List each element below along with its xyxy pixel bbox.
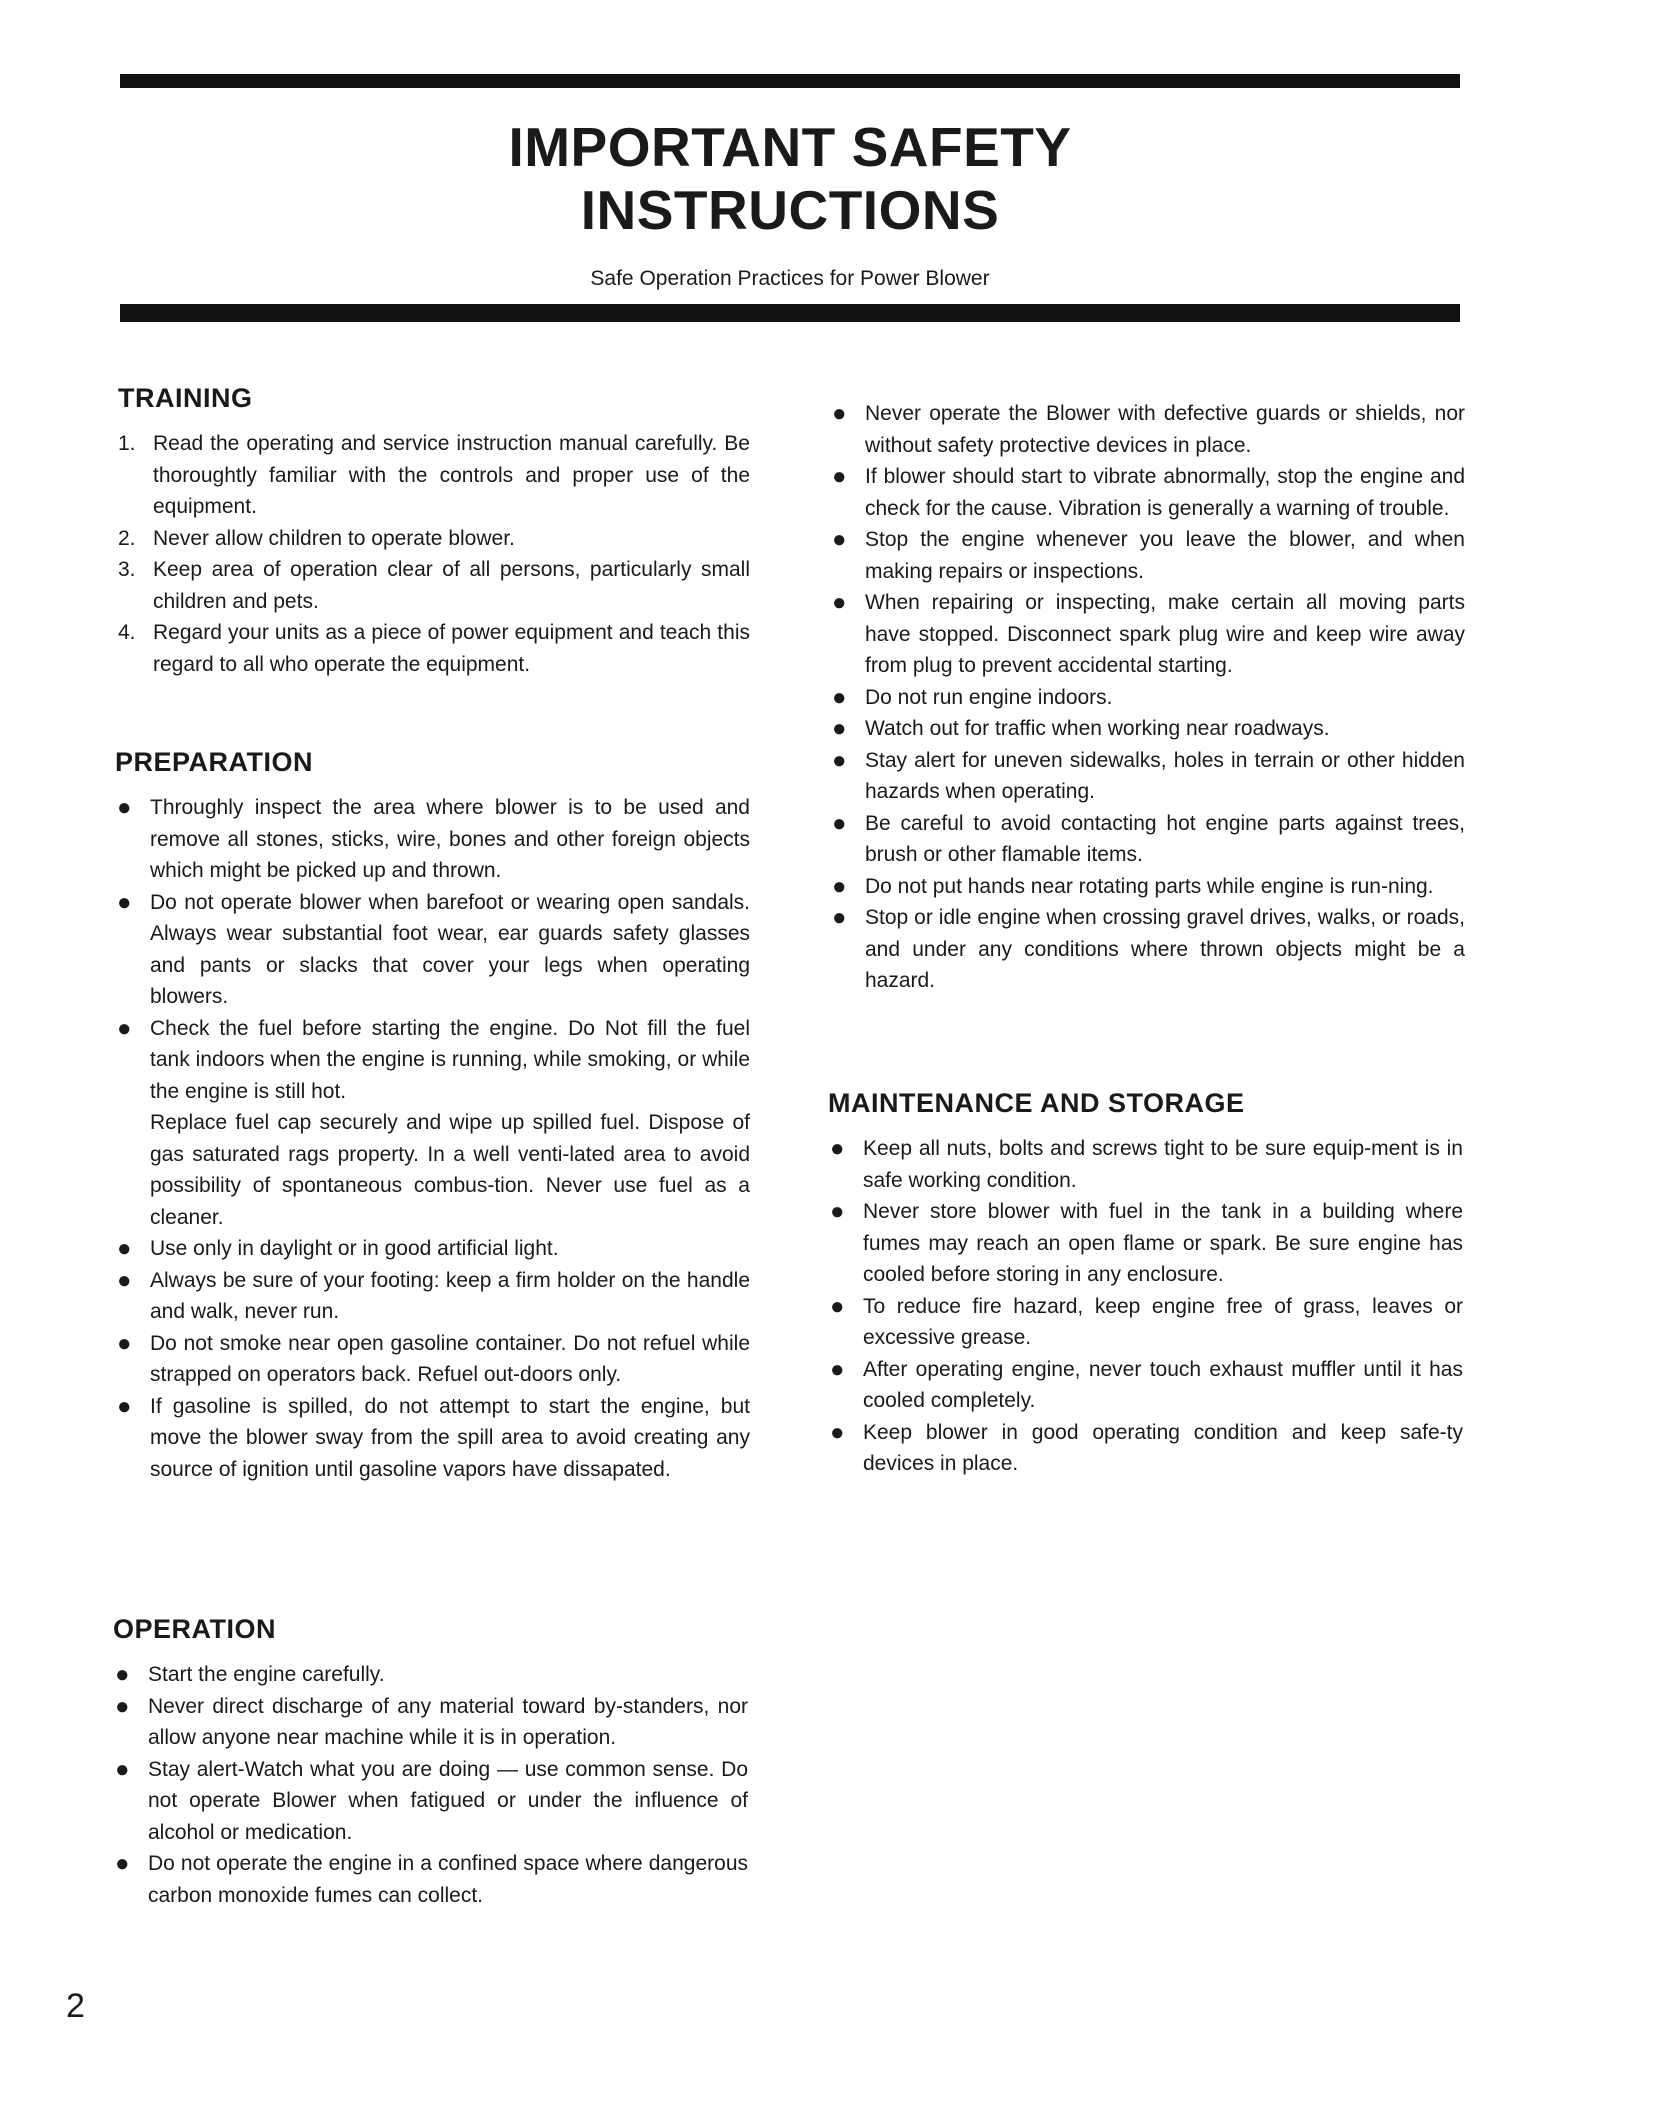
item-text: Stay alert-Watch what you are doing — use common sense. Do not operate Blower when fatigued or under the influence of alcohol or medication. [148, 1757, 748, 1844]
list-marker: 3. [118, 558, 136, 581]
item-text: Stay alert for uneven sidewalks, holes in terrain or other hidden hazards when operating. [865, 748, 1465, 803]
item-text: Do not operate the engine in a confined space where dangerous carbon monoxide fumes can collect. [148, 1852, 748, 1907]
list-marker: 2. [118, 526, 136, 550]
bullet-icon: ● [832, 872, 847, 900]
item-text: Watch out for traffic when working near roadways. [865, 717, 1330, 740]
bottom-rule [120, 304, 1460, 322]
maintenance-heading: MAINTENANCE AND STORAGE [828, 1088, 1245, 1118]
bullet-icon: ● [117, 794, 132, 821]
list-item [118, 554, 750, 617]
bullet-icon: ● [832, 746, 847, 774]
item-text: To reduce fire hazard, keep engine free of grass, leaves or excessive grease. [863, 1294, 1463, 1349]
list-item [115, 887, 750, 1013]
list-item [828, 1291, 1463, 1354]
bullet-icon: ● [832, 463, 847, 490]
item-text: Regard your units as a piece of power equipment and teach this regard to all who operate the equipment. [153, 621, 750, 676]
operation-continued-list [830, 398, 1465, 997]
title-line-2: INSTRUCTIONS [580, 179, 1000, 241]
list-marker: 1. [118, 432, 136, 455]
bullet-icon: ● [832, 809, 847, 837]
item-text: After operating engine, never touch exhaust muffler until it has cooled completely. [863, 1357, 1463, 1412]
bullet-icon: ● [117, 1266, 132, 1294]
list-item [115, 1328, 750, 1391]
list-item [113, 1848, 748, 1911]
list-item [828, 1133, 1463, 1196]
item-text: Always be sure of your footing: keep a firm holder on the handle and walk, never run. [150, 1268, 750, 1323]
maintenance-section [828, 1087, 1463, 1480]
list-item [830, 871, 1465, 903]
list-item [828, 1196, 1463, 1291]
bullet-icon: ● [830, 1198, 845, 1225]
bullet-icon: ● [115, 1850, 130, 1877]
list-item [113, 1754, 748, 1849]
item-text: If gasoline is spilled, do not attempt to start the engine, but move the blower sway from the spill area to avoid creating any source of ignition until gasoline vapors have dissapated. [150, 1394, 750, 1481]
bullet-icon: ● [115, 1692, 130, 1720]
operation-list [113, 1659, 748, 1911]
item-text: Never store blower with fuel in the tank in a building where fumes may reach an open flame or spark. Be sure engine has cooled before storing in any enclosure. [863, 1200, 1463, 1286]
item-text: Keep blower in good operating condition and keep safe-ty devices in place. [863, 1420, 1463, 1475]
list-item [118, 617, 750, 680]
item-text: Throughly inspect the area where blower is to be used and remove all stones, sticks, wire, bones and other foreign objects which might be picked up and thrown. [150, 796, 750, 882]
page-number: 2 [66, 1987, 85, 2025]
item-text: Keep all nuts, bolts and screws tight to be sure equip-ment is in safe working condition. [863, 1137, 1463, 1192]
list-item [830, 398, 1465, 461]
item-text: Check the fuel before starting the engine. Do Not fill the fuel tank indoors when the engine is running, while smoking, or while the engine is still hot. [150, 1016, 750, 1103]
bullet-icon: ● [117, 1235, 132, 1262]
preparation-heading: PREPARATION [115, 747, 314, 777]
item-text: Never allow children to operate blower. [153, 526, 515, 550]
list-item [828, 1354, 1463, 1417]
bullet-icon: ● [117, 1392, 132, 1420]
list-item [115, 1233, 750, 1265]
preparation-list [115, 792, 750, 1485]
operation-continued-section [830, 398, 1465, 997]
item-text: When repairing or inspecting, make certain all moving parts have stopped. Disconnect spark plug wire and keep wire away from plug to prevent accidental starting. [865, 591, 1465, 677]
item-text: Do not run engine indoors. [865, 685, 1113, 709]
list-item [828, 1417, 1463, 1480]
bullet-icon: ● [832, 526, 847, 553]
list-item [830, 745, 1465, 808]
list-item [118, 428, 750, 523]
bullet-icon: ● [832, 904, 847, 931]
list-item [115, 792, 750, 887]
list-item [830, 682, 1465, 714]
item-text: Start the engine carefully. [148, 1663, 385, 1686]
item-text: Do not operate blower when barefoot or wearing open sandals. Always wear substantial foot wear, ear guards safety glasses and pants or slacks that cover your legs when operating blowers. [150, 890, 750, 1008]
list-item [115, 1265, 750, 1328]
operation-heading: OPERATION [113, 1614, 277, 1644]
list-item [830, 808, 1465, 871]
bullet-icon: ● [832, 715, 847, 742]
page-subtitle: Safe Operation Practices for Power Blower [590, 267, 990, 290]
item-text: Never direct discharge of any material toward by-standers, nor allow anyone near machine while it is in operation. [148, 1694, 748, 1749]
bullet-icon: ● [117, 888, 132, 916]
training-section [118, 382, 750, 680]
training-heading: TRAINING [118, 383, 253, 413]
bullet-icon: ● [830, 1292, 845, 1320]
list-marker: 4. [118, 621, 136, 644]
list-item [113, 1691, 748, 1754]
item-text: Never operate the Blower with defective guards or shields, nor without safety protective devices in place. [865, 402, 1465, 457]
list-item [115, 1013, 750, 1234]
item-text-continued: Replace fuel cap securely and wipe up spilled fuel. Dispose of gas saturated rags property. In a well venti-lated area to avoid possibility of spontaneous combus-tion. Never use fuel as a cleaner. [150, 1111, 750, 1229]
item-text: Stop or idle engine when crossing gravel drives, walks, or roads, and under any conditions where thrown objects might be a hazard. [865, 906, 1465, 992]
list-item [830, 461, 1465, 524]
item-text: Read the operating and service instruction manual carefully. Be thoroughtly familiar with the controls and proper use of the equipment. [153, 432, 750, 518]
bullet-icon: ● [832, 683, 847, 711]
bullet-icon: ● [115, 1755, 130, 1783]
operation-section [113, 1613, 748, 1911]
list-item [830, 524, 1465, 587]
list-item [118, 523, 750, 555]
item-text: Keep area of operation clear of all persons, particularly small children and pets. [153, 558, 750, 613]
bullet-icon: ● [830, 1135, 845, 1162]
title-line-1: IMPORTANT SAFETY [508, 116, 1072, 178]
training-list [118, 428, 750, 680]
maintenance-list [828, 1133, 1463, 1480]
bullet-icon: ● [830, 1418, 845, 1446]
item-text: Stop the engine whenever you leave the blower, and when making repairs or inspections. [865, 528, 1465, 583]
list-item [113, 1659, 748, 1691]
bullet-icon: ● [115, 1661, 130, 1688]
list-item [830, 902, 1465, 997]
bullet-icon: ● [117, 1014, 132, 1042]
item-text: If blower should start to vibrate abnormally, stop the engine and check for the cause. Vibration is generally a warning of trouble. [865, 465, 1465, 520]
item-text: Use only in daylight or in good artificial light. [150, 1237, 559, 1260]
bullet-icon: ● [830, 1355, 845, 1383]
item-text: Be careful to avoid contacting hot engine parts against trees, brush or other flamable items. [865, 811, 1465, 866]
page-title [120, 116, 1460, 242]
bullet-icon: ● [832, 589, 847, 616]
list-item [830, 713, 1465, 745]
list-item [115, 1391, 750, 1486]
list-item [830, 587, 1465, 682]
preparation-section [115, 746, 750, 1485]
top-rule [120, 74, 1460, 88]
bullet-icon: ● [117, 1329, 132, 1357]
bullet-icon: ● [832, 400, 847, 427]
item-text: Do not smoke near open gasoline container. Do not refuel while strapped on operators back. Refuel out-doors only. [150, 1331, 750, 1386]
item-text: Do not put hands near rotating parts while engine is run-ning. [865, 874, 1434, 898]
